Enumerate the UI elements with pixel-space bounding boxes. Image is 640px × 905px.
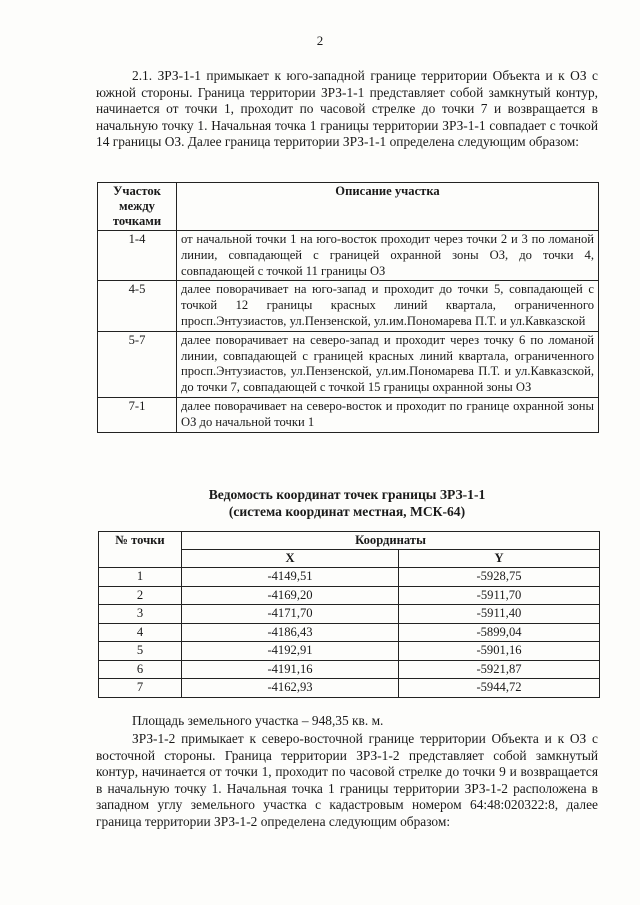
table-row bbox=[98, 397, 599, 432]
page-number: 2 bbox=[316, 33, 324, 48]
area-paragraph bbox=[96, 713, 598, 730]
description-cell: далее поворачивает на северо-запад и проходит через точку 6 по ломаной линии, совпадающей с границей красных линий квартала, ограниченного просп.Энтузиастов, ул.Пензенской, ул.им.Пономарева П.Т. и ул.Кавказской, до точки 7, совпадающей с точкой 15 границы охранной зоны ОЗ bbox=[177, 331, 599, 397]
area-text: Площадь земельного участка – 948,35 кв. м. bbox=[132, 713, 384, 728]
description-cell: далее поворачивает на северо-восток и проходит по границе охранной зоны ОЗ до начальной точки 1 bbox=[177, 397, 599, 432]
point-cell: 1 bbox=[99, 568, 182, 587]
zrz12-text: ЗРЗ-1-2 примыкает к северо-восточной границе территории Объекта и к ОЗ с восточной стороны. Граница территории ЗРЗ-1-2 представляет собой замкнутый контур, начинается от точки 1, проходит по часовой стрелке до точки 9 и возвращается в начальную точку 1. Начальная точка 1 границы территории ЗРЗ-1-2 расположена в западном углу земельного участка с кадастровым номером 64:48:020322:8, далее граница территории ЗРЗ-1-2 определена следующим образом: bbox=[96, 731, 598, 829]
segment-cell: 5-7 bbox=[98, 331, 177, 397]
description-cell: далее поворачивает на юго-запад и проходит до точки 5, совпадающей с точкой 12 границы красных линий квартала, ограниченного просп.Энтузиастов, ул.Пензенской, ул.им.Пономарева П.Т. и ул.Кавказской bbox=[177, 281, 599, 331]
table-row bbox=[98, 231, 599, 281]
header-description: Описание участка bbox=[177, 183, 599, 231]
intro-text: 2.1. ЗРЗ-1-1 примыкает к юго-западной границе территории Объекта и к ОЗ с южной стороны. Граница территории ЗРЗ-1-1 представляет собой замкнутый контур, начинается от точки 1, проходит по часовой стрелке до точки 7 и возвращается в начальную точку 1. Начальная точка 1 границы территории ЗРЗ-1-1 совпадает с точкой 14 границы ОЗ. Далее граница территории ЗРЗ-1-1 определена следующим образом: bbox=[96, 68, 598, 149]
coordinates-table bbox=[98, 531, 600, 698]
header-segment: Участок между точками bbox=[98, 183, 177, 231]
y-cell: -5901,16 bbox=[399, 642, 600, 661]
table-header-row bbox=[99, 532, 600, 550]
header-x: X bbox=[182, 550, 399, 568]
zrz12-paragraph bbox=[96, 731, 598, 830]
x-cell: -4171,70 bbox=[182, 605, 399, 624]
segment-cell: 1-4 bbox=[98, 231, 177, 281]
x-cell: -4192,91 bbox=[182, 642, 399, 661]
y-cell: -5911,70 bbox=[399, 586, 600, 605]
table-row bbox=[99, 642, 600, 661]
table-row bbox=[99, 679, 600, 698]
x-cell: -4191,16 bbox=[182, 660, 399, 679]
table-row bbox=[99, 605, 600, 624]
header-point: № точки bbox=[99, 532, 182, 568]
y-cell: -5944,72 bbox=[399, 679, 600, 698]
x-cell: -4162,93 bbox=[182, 679, 399, 698]
y-cell: -5899,04 bbox=[399, 623, 600, 642]
point-cell: 5 bbox=[99, 642, 182, 661]
point-cell: 6 bbox=[99, 660, 182, 679]
coordinates-subtitle: (система координат местная, МСК-64) bbox=[228, 504, 466, 519]
x-cell: -4169,20 bbox=[182, 586, 399, 605]
segment-cell: 7-1 bbox=[98, 397, 177, 432]
description-cell: от начальной точки 1 на юго-восток проходит через точки 2 и 3 по ломаной линии, совпадающей с границей охранной зоны ОЗ, до точки 4, совпадающей с точкой 11 границы ОЗ bbox=[177, 231, 599, 281]
segment-description-table bbox=[97, 182, 599, 433]
table-header-row bbox=[98, 183, 599, 231]
table-row bbox=[98, 331, 599, 397]
coordinates-title: Ведомость координат точек границы ЗРЗ-1-1 bbox=[208, 487, 486, 502]
table-row bbox=[99, 568, 600, 587]
table-row bbox=[99, 623, 600, 642]
y-cell: -5911,40 bbox=[399, 605, 600, 624]
point-cell: 3 bbox=[99, 605, 182, 624]
point-cell: 2 bbox=[99, 586, 182, 605]
table-row bbox=[99, 660, 600, 679]
point-cell: 4 bbox=[99, 623, 182, 642]
header-coordinates: Координаты bbox=[182, 532, 600, 550]
y-cell: -5921,87 bbox=[399, 660, 600, 679]
x-cell: -4186,43 bbox=[182, 623, 399, 642]
point-cell: 7 bbox=[99, 679, 182, 698]
intro-paragraph bbox=[96, 68, 598, 151]
segment-cell: 4-5 bbox=[98, 281, 177, 331]
table-row bbox=[99, 586, 600, 605]
table-row bbox=[98, 281, 599, 331]
x-cell: -4149,51 bbox=[182, 568, 399, 587]
y-cell: -5928,75 bbox=[399, 568, 600, 587]
header-y: Y bbox=[399, 550, 600, 568]
